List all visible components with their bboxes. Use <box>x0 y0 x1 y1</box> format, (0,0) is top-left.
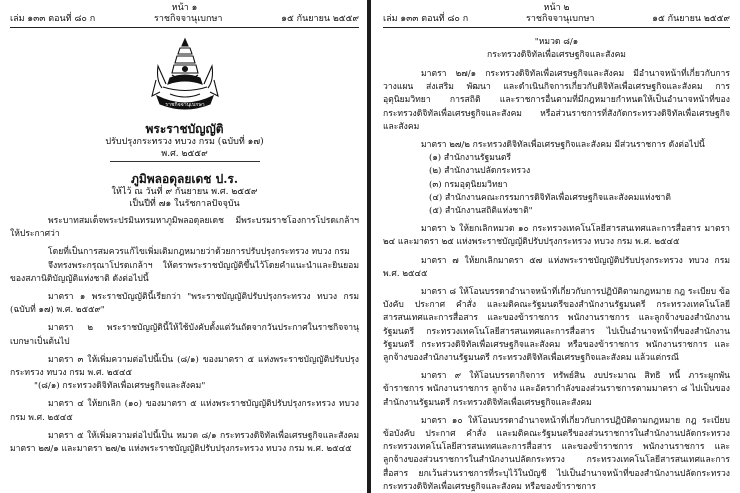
proclamation-paragraph: พระบาทสมเด็จพระปรมินทรมหาภูมิพลอดุลยเดช มีพระบรมราชโองการโปรดเกล้าฯ ให้ประกาศว่า <box>10 216 359 240</box>
reign-year: เป็นปีที่ ๗๑ ในรัชกาลปัจจุบัน <box>129 199 240 209</box>
volume-info: เล่ม ๑๓๓ ตอนที่ ๘๐ ก <box>383 14 469 24</box>
list-item: (๑) สำนักงานรัฐมนตรี <box>429 153 512 164</box>
list-item: (๒) สำนักงานปลัดกระทรวง <box>429 166 531 177</box>
page-number: หน้า ๒ <box>543 3 570 13</box>
given-date: ให้ไว้ ณ วันที่ ๙ กันยายน พ.ศ. ๒๕๕๙ <box>111 187 258 197</box>
act-title: พระราชบัญญัติ <box>145 122 224 136</box>
section-9: มาตรา ๙ ให้โอนบรรดากิจการ ทรัพย์สิน งบประมาณ สิทธิ หนี้ ภาระผูกพัน ข้าราชการ พนักงานราชการ ลูกจ้าง และอัตรากำลังของส่วนราชการตามมาตรา ๘ ไปเป็นของสำนักงานรัฐมนตรี กระทรวงดิจิทัลเพื่อเศรษฐกิจและสังคม <box>383 371 730 408</box>
list-item: (๔) สำนักงานคณะกรรมการดิจิทัลเพื่อเศรษฐกิจและสังคมแห่งชาติ <box>429 192 671 203</box>
gazette-name: ราชกิจจานุเบกษา <box>154 14 223 24</box>
act-subtitle: ปรับปรุงกระทรวง ทบวง กรม (ฉบับที่ ๑๗) <box>105 137 264 147</box>
section-7: มาตรา ๗ ให้ยกเลิกมาตรา ๕๗ แห่งพระราชบัญญัติปรับปรุงกระทรวง ทบวง กรม พ.ศ. ๒๕๔๕ <box>383 255 730 279</box>
gazette-header <box>383 14 730 28</box>
volume-info: เล่ม ๑๓๓ ตอนที่ ๘๐ ก <box>10 14 96 24</box>
gazette-name: ราชกิจจานุเบกษา <box>526 14 595 24</box>
gazette-page-1 <box>0 0 367 493</box>
section-27-1: มาตรา ๒๗/๑ กระทรวงดิจิทัลเพื่อเศรษฐกิจและสังคม มีอำนาจหน้าที่เกี่ยวกับการวางแผน ส่งเสริม พัฒนา และดำเนินกิจการเกี่ยวกับดิจิทัลเพื่อเศรษฐกิจและสังคม การอุตุนิยมวิทยา การสถิติ และราชการอื่นตามที่มีกฎหมายกำหนดให้เป็นอำนาจหน้าที่ของกระทรวงดิจิทัลเพื่อเศรษฐกิจและสังคม หรือส่วนราชการที่สังกัดกระทรวงดิจิทัลเพื่อเศรษฐกิจและสังคม <box>383 69 730 132</box>
act-year: พ.ศ. ๒๕๕๙ <box>161 149 208 159</box>
gazette-header <box>10 14 359 28</box>
section-5: มาตรา ๕ ให้เพิ่มความต่อไปนี้เป็น หมวด ๘/๑ กระทรวงดิจิทัลเพื่อเศรษฐกิจและสังคม มาตรา ๒๗/๑ และมาตรา ๒๗/๒ แห่งพระราชบัญญัติปรับปรุงกระทรวง ทบวง กรม พ.ศ. ๒๕๔๕ <box>10 430 359 455</box>
section-4: มาตรา ๔ ให้ยกเลิก (๑๐) ของมาตรา ๕ แห่งพระราชบัญญัติปรับปรุงกระทรวง ทบวง กรม พ.ศ. ๒๕๔๕ <box>10 399 359 423</box>
royal-garuda-seal <box>148 36 222 118</box>
list-item: (๓) กรมอุตุนิยมวิทยา <box>429 179 508 190</box>
preamble-paragraph: โดยที่เป็นการสมควรแก้ไขเพิ่มเติมกฎหมายว่าด้วยการปรับปรุงกระทรวง ทบวง กรม <box>48 247 350 258</box>
chapter-heading: "หมวด ๘/๑ <box>534 37 579 47</box>
enactment-paragraph: จึงทรงพระกรุณาโปรดเกล้าฯ ให้ตราพระราชบัญญัติขึ้นไว้โดยคำแนะนำและยินยอมของสภานิติบัญญัติแห่งชาติ ดังต่อไปนี้ <box>10 260 359 284</box>
section-2: มาตรา ๒ พระราชบัญญัตินี้ให้ใช้บังคับตั้งแต่วันถัดจากวันประกาศในราชกิจจานุเบกษาเป็นต้นไป <box>10 323 359 347</box>
list-item: (๕) สำนักงานสถิติแห่งชาติ" <box>429 206 533 217</box>
section-1: มาตรา ๑ พระราชบัญญัตินี้เรียกว่า "พระราชบัญญัติปรับปรุงกระทรวง ทบวง กรม (ฉบับที่ ๑๗) พ.ศ. ๒๕๕๙" <box>10 292 359 316</box>
section-27-2: มาตรา ๒๗/๒ กระทรวงดิจิทัลเพื่อเศรษฐกิจและสังคม มีส่วนราชการ ดังต่อไปนี้ <box>421 140 705 151</box>
section-3: มาตรา ๓ ให้เพิ่มความต่อไปนี้เป็น (๘/๑) ของมาตรา ๕ แห่งพระราชบัญญัติปรับปรุงกระทรวง ทบวง กรม พ.ศ. ๒๕๔๕ <box>10 354 359 379</box>
royal-signature: ภูมิพลอดุลยเดช ป.ร. <box>130 172 239 186</box>
section-10: มาตรา ๑๐ ให้โอนบรรดาอำนาจหน้าที่เกี่ยวกับการปฏิบัติตามกฎหมาย กฎ ระเบียบ ข้อบังคับ ประกาศ คำสั่ง และมติคณะรัฐมนตรีของส่วนราชการในสำนักงานปลัดกระทรวง กระทรวงเทคโนโลยีสารสนเทศและการสื่อสาร และของข้าราชการ พนักงานราชการ และลูกจ้างของส่วนราชการในสำนักงานปลัดกระทรวง กระทรวงเทคโนโลยีสารสนเทศและการสื่อสาร ยกเว้นส่วนราชการที่ระบุไว้ในบัญชี ไปเป็นอำนาจหน้าที่ของสำนักงานปลัดกระทรวง กระทรวงดิจิทัลเพื่อเศรษฐกิจและสังคม หรือของข้าราชการ <box>383 415 730 492</box>
agency-list <box>383 152 730 218</box>
issue-date: ๑๕ กันยายน ๒๕๕๙ <box>652 14 730 24</box>
section-8: มาตรา ๘ ให้โอนบรรดาอำนาจหน้าที่เกี่ยวกับการปฏิบัติตามกฎหมาย กฎ ระเบียบ ข้อบังคับ ประกาศ คำสั่ง และมติคณะรัฐมนตรีของสำนักงานรัฐมนตรี กระทรวงเทคโนโลยีสารสนเทศและการสื่อสาร และของข้าราชการ พนักงานราชการ และลูกจ้างของสำนักงานรัฐมนตรี กระทรวงเทคโนโลยีสารสนเทศและการสื่อสาร ไปเป็นอำนาจหน้าที่ของสำนักงานรัฐมนตรี กระทรวงดิจิทัลเพื่อเศรษฐกิจและสังคม หรือของข้าราชการ พนักงานราชการ และลูกจ้างของสำนักงานรัฐมนตรี กระทรวงดิจิทัลเพื่อเศรษฐกิจและสังคม แล้วแต่กรณี <box>383 287 730 364</box>
ministry-heading: กระทรวงดิจิทัลเพื่อเศรษฐกิจและสังคม <box>487 50 626 60</box>
divider <box>110 161 260 162</box>
seal-inscription: ราชกิจจานุเบกษา <box>164 102 205 108</box>
issue-date: ๑๕ กันยายน ๒๕๕๙ <box>281 14 359 24</box>
page-number: หน้า ๑ <box>171 3 198 13</box>
section-6: มาตรา ๖ ให้ยกเลิกหมวด ๑๐ กระทรวงเทคโนโลยีสารสนเทศและการสื่อสาร มาตรา ๒๔ และมาตรา ๒๕ แห่งพระราชบัญญัติปรับปรุงกระทรวง ทบวง กรม พ.ศ. ๒๕๔๕ <box>383 224 730 248</box>
section-3-quote: "(๘/๑) กระทรวงดิจิทัลเพื่อเศรษฐกิจและสังคม" <box>34 381 206 392</box>
gazette-page-2 <box>371 0 740 493</box>
